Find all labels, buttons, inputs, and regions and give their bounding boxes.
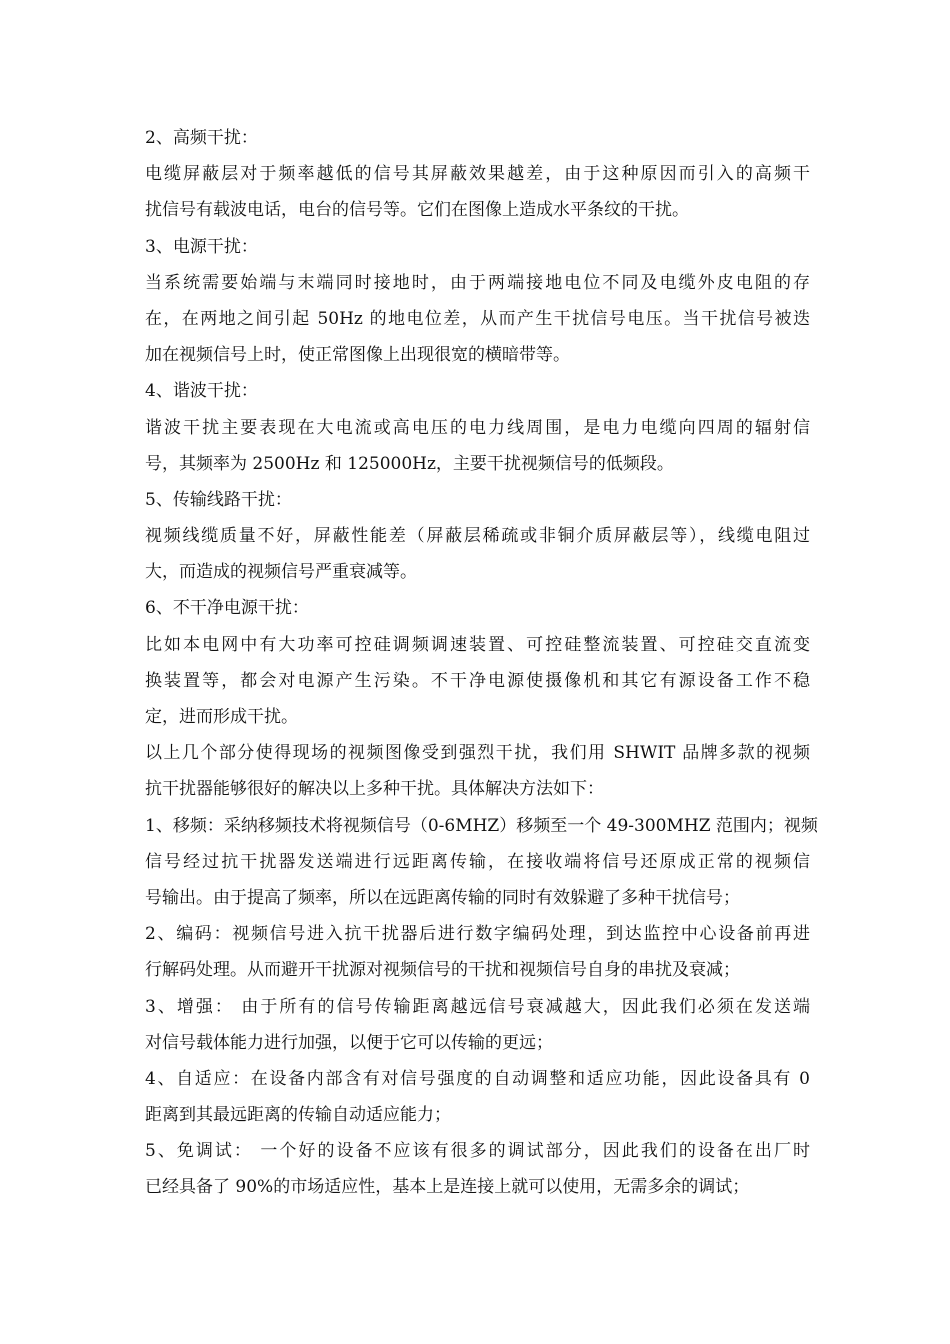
paragraph-line: 号输出。由于提高了频率，所以在远距离传输的同时有效躲避了多种干扰信号；	[145, 887, 740, 908]
heading-unclean-power-interference: 6、不干净电源干扰：	[145, 598, 309, 619]
paragraph-line: 谐波干扰主要表现在大电流或高电压的电力线周围，是电力电缆向四周的辐射信	[145, 417, 810, 438]
paragraph-line: 换装置等，都会对电源产生污染。不干净电源使摄像机和其它有源设备工作不稳	[145, 670, 810, 691]
paragraph-line: 以上几个部分使得现场的视频图像受到强烈干扰，我们用 SHWIT 品牌多款的视频	[145, 743, 810, 764]
paragraph-line: 比如本电网中有大功率可控硅调频调速装置、可控硅整流装置、可控硅交直流变	[145, 634, 810, 655]
paragraph-line: 定，进而形成干扰。	[145, 707, 298, 727]
paragraph-line: 扰信号有载波电话，电台的信号等。它们在图像上造成水平条纹的干扰。	[145, 200, 689, 221]
paragraph-line: 加在视频信号上时，使正常图像上出现很宽的横暗带等。	[145, 345, 570, 366]
heading-transmission-line-interference: 5、传输线路干扰：	[145, 489, 292, 510]
paragraph-line: 当系统需要始端与末端同时接地时，由于两端接地电位不同及电缆外皮电阻的存	[145, 272, 810, 293]
paragraph-line: 信号经过抗干扰器发送端进行远距离传输，在接收端将信号还原成正常的视频信	[145, 851, 810, 872]
solution-adaptive: 4、自适应：在设备内部含有对信号强度的自动调整和适应功能，因此设备具有 0	[145, 1068, 810, 1089]
solution-frequency-shift: 1、移频：采纳移频技术将视频信号（0-6MHZ）移频至一个 49-300MHZ 范围内；视频	[145, 815, 818, 836]
paragraph-line: 行解码处理。从而避开干扰源对视频信号的干扰和视频信号自身的串扰及衰减；	[145, 960, 740, 981]
heading-harmonic-interference: 4、谐波干扰：	[145, 381, 258, 402]
solution-enhancement: 3、增强： 由于所有的信号传输距离越远信号衰减越大，因此我们必须在发送端	[145, 996, 810, 1017]
heading-high-frequency-interference: 2、高频干扰：	[145, 128, 258, 148]
solution-no-debugging: 5、免调试： 一个好的设备不应该有很多的调试部分，因此我们的设备在出厂时	[145, 1141, 810, 1162]
paragraph-line: 大，而造成的视频信号严重衰减等。	[145, 562, 417, 583]
paragraph-line: 在，在两地之间引起 50Hz 的地电位差，从而产生干扰信号电压。当干扰信号被迭	[145, 308, 810, 329]
document-body	[145, 120, 818, 1206]
paragraph-line: 对信号载体能力进行加强，以便于它可以传输的更远；	[145, 1032, 553, 1053]
paragraph-line: 电缆屏蔽层对于频率越低的信号其屏蔽效果越差，由于这种原因而引入的高频干	[145, 164, 810, 185]
paragraph-line: 距离到其最远距离的传输自动适应能力；	[145, 1105, 451, 1126]
heading-power-interference: 3、电源干扰：	[145, 236, 258, 257]
solution-encoding: 2、编码：视频信号进入抗干扰器后进行数字编码处理，到达监控中心设备前再进	[145, 924, 810, 945]
paragraph-line: 抗干扰器能够很好的解决以上多种干扰。具体解决方法如下：	[145, 779, 604, 800]
paragraph-line: 已经具备了 90%的市场适应性，基本上是连接上就可以使用，无需多余的调试；	[145, 1177, 750, 1198]
paragraph-line: 号，其频率为 2500Hz 和 125000Hz，主要干扰视频信号的低频段。	[145, 453, 674, 474]
paragraph-line: 视频线缆质量不好，屏蔽性能差（屏蔽层稀疏或非铜介质屏蔽层等），线缆电阻过	[145, 526, 810, 547]
